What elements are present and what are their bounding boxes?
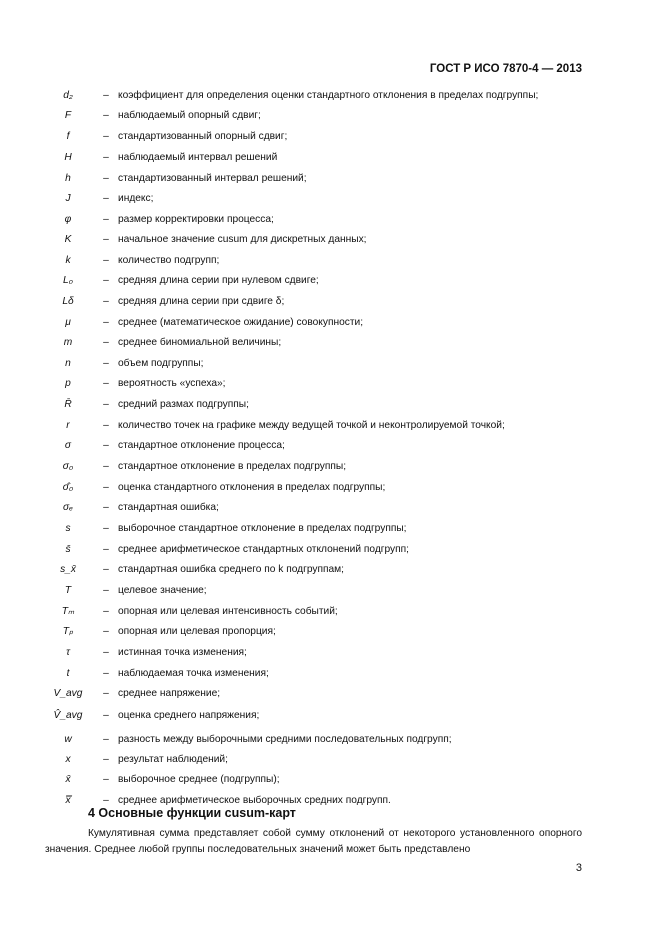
symbol-row [40,562,582,576]
definition: выборочное среднее (подгруппы); [118,774,280,785]
symbol-row [40,88,582,102]
dash: – [103,544,109,555]
definition: стандартизованный опорный сдвиг; [118,131,288,142]
symbol: s [65,523,71,534]
definition: стандартное отклонение процесса; [118,440,285,451]
symbol-row [40,604,582,618]
symbol: x̿ [65,795,71,806]
dash: – [103,734,109,745]
symbol: J [65,193,71,204]
definition: наблюдаемая точка изменения; [118,668,269,679]
symbol-row [40,500,582,514]
dash: – [103,774,109,785]
definition: оценка среднего напряжения; [118,710,260,721]
symbol-row [40,315,582,329]
definition: среднее напряжение; [118,688,221,699]
symbol-row [40,150,582,164]
definition: стандартная ошибка; [118,502,219,513]
symbol-row [40,624,582,638]
definition: количество точек на графике между ведущей точкой и неконтролируемой точкой; [118,420,505,431]
symbol-row [40,438,582,452]
definition: результат наблюдений; [118,754,228,765]
symbol: L₀ [63,275,73,286]
definition: среднее (математическое ожидание) совокупности; [118,317,364,328]
definition: начальное значение cusum для дискретных данных; [118,234,367,245]
definition: средний размах подгруппы; [118,399,249,410]
dash: – [103,152,109,163]
definition: индекс; [118,193,154,204]
definition: стандартное отклонение в пределах подгруппы; [118,461,347,472]
symbol-row [40,191,582,205]
dash: – [103,275,109,286]
dash: – [103,564,109,575]
symbol: σₑ [62,502,74,513]
symbol: x [65,754,71,765]
symbol-row [40,645,582,659]
definition: размер корректировки процесса; [118,214,274,225]
symbol: x̄ [65,774,71,785]
dash: – [103,523,109,534]
definition: среднее арифметическое стандартных отклонений подгрупп; [118,544,410,555]
symbol: K [64,234,72,245]
symbol-list [40,88,582,807]
symbol-row [40,335,582,349]
dash: – [103,647,109,658]
symbol-row [40,356,582,370]
symbol-row [40,129,582,143]
symbol-row [40,294,582,308]
symbol: s_x̄ [60,564,76,575]
definition: разность между выборочными средними последовательных подгрупп; [118,734,452,745]
definition: опорная или целевая интенсивность событий; [118,606,338,617]
symbol-row [40,752,582,766]
dash: – [103,502,109,513]
dash: – [103,296,109,307]
definition: среднее биномиальной величины; [118,337,282,348]
symbol: V_avg [53,688,83,699]
dash: – [103,585,109,596]
definition: объем подгруппы; [118,358,204,369]
symbol: σ₀ [62,461,74,472]
body-paragraph: Кумулятивная сумма представляет собой сумму отклонений от некоторого установленного опорного значения. Среднее любой группы последовательных значений может быть представлено [45,828,582,855]
symbol: r [66,420,70,431]
symbol: Lδ [62,296,74,307]
symbol-row [40,521,582,535]
symbol-row [40,772,582,786]
dash: – [103,399,109,410]
dash: – [103,482,109,493]
symbol: φ [64,214,72,225]
symbol: k [65,255,71,266]
symbol-row [40,108,582,122]
dash: – [103,234,109,245]
definition: средняя длина серии при сдвиге δ; [118,296,285,307]
symbol: s̄ [65,544,71,555]
symbol-row [40,273,582,287]
symbol: h [65,173,71,184]
symbol: n [65,358,71,369]
dash: – [103,754,109,765]
symbol-row [40,253,582,267]
symbol: σ̂₀ [62,482,74,493]
symbol-row [40,666,582,680]
symbol: H [64,152,72,163]
symbol: τ [66,647,70,658]
definition: стандартная ошибка среднего по k подгруппам; [118,564,344,575]
symbol: μ [65,317,71,328]
symbol: p [65,378,71,389]
section-title: 4 Основные функции cusum-карт [88,806,296,820]
symbol-row [40,376,582,390]
symbol: T [64,585,72,596]
dash: – [103,337,109,348]
definition: вероятность «успеха»; [118,378,226,389]
dash: – [103,668,109,679]
symbol-row [40,732,582,746]
dash: – [103,173,109,184]
dash: – [103,440,109,451]
definition: стандартизованный интервал решений; [118,173,307,184]
definition: коэффициент для определения оценки стандартного отклонения в пределах подгруппы; [118,90,539,101]
dash: – [103,255,109,266]
symbol: t [66,668,70,679]
symbol: m [63,337,73,348]
symbol-row [40,686,582,700]
symbol-row [40,459,582,473]
definition: опорная или целевая пропорция; [118,626,276,637]
symbol: V̂_avg [53,710,83,721]
symbol-row [40,418,582,432]
symbol-row [40,708,582,722]
document-header: ГОСТ Р ИСО 7870-4 — 2013 [429,63,582,75]
dash: – [103,214,109,225]
symbol-row [40,397,582,411]
definition: наблюдаемый опорный сдвиг; [118,110,261,121]
definition: количество подгрупп; [118,255,220,266]
definition: средняя длина серии при нулевом сдвиге; [118,275,319,286]
symbol-row [40,583,582,597]
symbol: σ [64,440,72,451]
definition: истинная точка изменения; [118,647,247,658]
dash: – [103,795,109,806]
symbol-row [40,232,582,246]
dash: – [103,90,109,101]
symbol-row [40,171,582,185]
symbol-row [40,212,582,226]
definition: выборочное стандартное отклонение в пределах подгруппы; [118,523,407,534]
dash: – [103,110,109,121]
symbol: F [64,110,72,121]
dash: – [103,193,109,204]
symbol: R̄ [64,399,72,410]
dash: – [103,131,109,142]
symbol: f [66,131,70,142]
definition: целевое значение; [118,585,207,596]
dash: – [103,420,109,431]
dash: – [103,710,109,721]
symbol-row [40,480,582,494]
symbol: w [64,734,72,745]
page-number: 3 [575,862,582,874]
symbol: d₂ [63,90,73,101]
symbol: Tₚ [62,626,74,637]
dash: – [103,626,109,637]
symbol: Tₘ [61,606,75,617]
dash: – [103,688,109,699]
definition: наблюдаемый интервал решений [118,152,278,163]
definition: среднее арифметическое выборочных средних подгрупп. [118,795,391,806]
dash: – [103,317,109,328]
dash: – [103,378,109,389]
dash: – [103,606,109,617]
dash: – [103,358,109,369]
symbol-row [40,793,582,807]
definition: оценка стандартного отклонения в пределах подгруппы; [118,482,386,493]
symbol-row [40,542,582,556]
dash: – [103,461,109,472]
